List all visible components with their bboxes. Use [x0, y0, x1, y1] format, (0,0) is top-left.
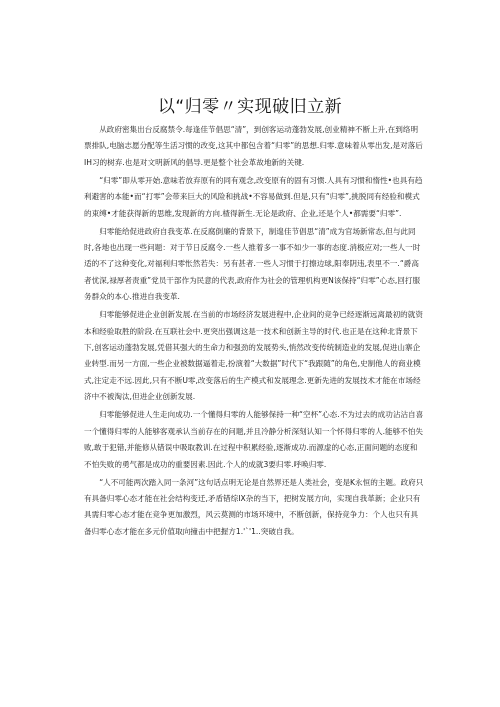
paragraph-4: 归零能够促进企业创新发展.在当前的市场经济发展进程中,企业间的竞争已经逐渐远离最初的就资本和经验取胜的阶段.在互联社会中.更突出强调这是一技术和创新主导的时代.也正是在这种北背景下下,创客运动蓬勃发展,凭借其强大的生命力和强劲的发展势头,悄然改变传统制造业的发展,促进山寨企业转型.而另一方面,一些企业被数据逼着走,扮演着“大数据”时代下“我跟随”的角色,史制他人的商业模式,注定走不远.因此,只有不断U零,改变落后的生产模式和发展理念.更新先进的发展技术才能在市场经济中不被淘汰,但进企业创新发展. [84, 310, 423, 402]
paragraph-1: 从政府密集出台反腐禁令.每逢佳节倡思“清”，到创客运动蓬勃发展,创业精神不断上升,在到络明票排队,电脑志愿分配等生活习惯的改变,这其中都包含着“归零”的思想.归零.意味着从零出发,是对落后IH习的树弃.也是对文明新风的倡导.更是整个社会革故地新的关键. [84, 125, 423, 167]
paragraph-2: “归零”即从零开始.意味若放弃原有的同有观念,改变原有的固有习惯.人具有习惯和惰性•也具有趋利避害的本能•而“打零”会带来巨大的风险和挑战•不容易做到.但是,只有“归零”,挑脱同有经验和模式的束缚•才能获得新的思维,发现新的方向.楂得新生.无论是政府、企业,还是个人•都需要“归零”. [84, 175, 423, 218]
paragraph-5: 归零能够促进人生走向成功.一个懂得归零的人能够保持一种“空杯”心态.不为过去的成功沾沾自喜一个懂得归零的人能够客观承认当前存在的问题,并且冷静分析深刻认知一个怀得归零的人.能够不怕失败,敢于犯错,并能修从错误中吸取教训.在过程中积累经验,逐渐成功.而源虚的心态,正面问题的态度和不怕失败的勇气都是成功的重要因素.因此.个人的成就3要归零.呼唤归零. [84, 410, 424, 469]
paragraph-6: “人不可能两次踏入同一条河”这句话点明无论是自然界还是人类社会，变是K永恒的主题。政府只有具备归零心态才能在社会结构变迁,矛盾错综IX杂的当下，把树发展方向，实现自我革新；企业只有具需归零心态才能在竞争更加激烈，风云莫测的市场环境中，不断创新，保持竞争力：个人也只有具备归零心态才能在多元价值取向撞击中把握方1.'`'1..突破自我。 [84, 477, 424, 536]
paragraph-3: 归零能给促进政府自我变革.在反腐倒廉的背景下，制遑佳节倡思“清”成为官场新常态,但与此同时,各地也出现一些问题：对于节日反腐令.一些人推着多一事不如少一事的态度.消极应对;一些人一时适的不了这种变化,对福利归零怅然若失：另有甚者.一些人习惯于打擦边球,阳奉阴违,表里不一.“爵高者忧深,禄厚者责重”党员干部作为民意的代表,政府作为社会的管理机构更N该保持“归零”心态,回打服务群众的本心.推进自我变革. [84, 226, 421, 302]
article-body [84, 122, 424, 542]
page-title: 以“归零〃实现破旧立新 [157, 97, 343, 117]
